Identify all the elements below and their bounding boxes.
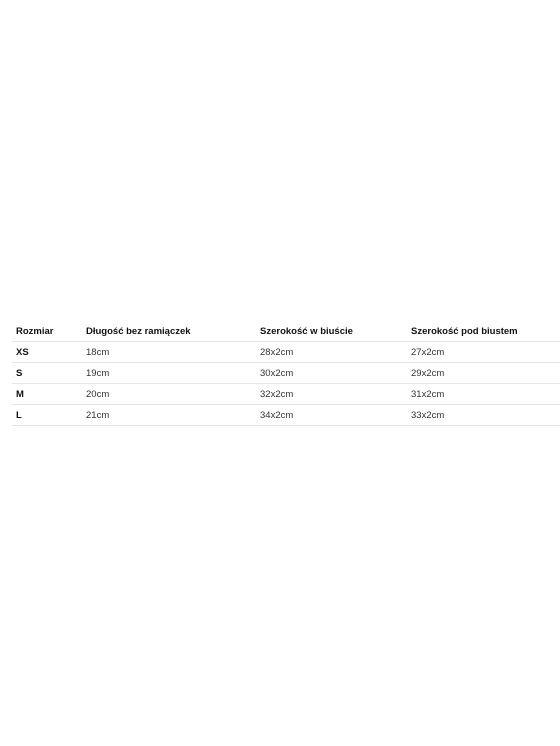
table-row <box>12 363 560 384</box>
length-cell: 20cm <box>86 388 110 400</box>
size-chart-header <box>12 321 560 342</box>
bust-width-cell: 28x2cm <box>260 346 294 358</box>
size-chart-body <box>12 342 560 426</box>
size-chart-table <box>12 321 560 426</box>
bust-width-cell: 30x2cm <box>260 367 294 379</box>
header-underbust-width: Szerokość pod biustem <box>411 325 518 337</box>
header-bust-width: Szerokość w biuście <box>260 325 353 337</box>
underbust-width-cell: 27x2cm <box>411 346 445 358</box>
size-cell: M <box>16 388 24 400</box>
table-row <box>12 405 560 426</box>
bust-width-cell: 34x2cm <box>260 409 294 421</box>
underbust-width-cell: 33x2cm <box>411 409 445 421</box>
length-cell: 21cm <box>86 409 110 421</box>
size-cell: L <box>16 409 22 421</box>
length-cell: 18cm <box>86 346 110 358</box>
size-cell: S <box>16 367 23 379</box>
header-size: Rozmiar <box>16 325 54 337</box>
table-row <box>12 342 560 363</box>
bust-width-cell: 32x2cm <box>260 388 294 400</box>
size-cell: XS <box>16 346 29 358</box>
header-length-without-straps: Długość bez ramiączek <box>86 325 191 337</box>
header-row <box>12 321 560 342</box>
underbust-width-cell: 29x2cm <box>411 367 445 379</box>
length-cell: 19cm <box>86 367 110 379</box>
table-row <box>12 384 560 405</box>
underbust-width-cell: 31x2cm <box>411 388 445 400</box>
